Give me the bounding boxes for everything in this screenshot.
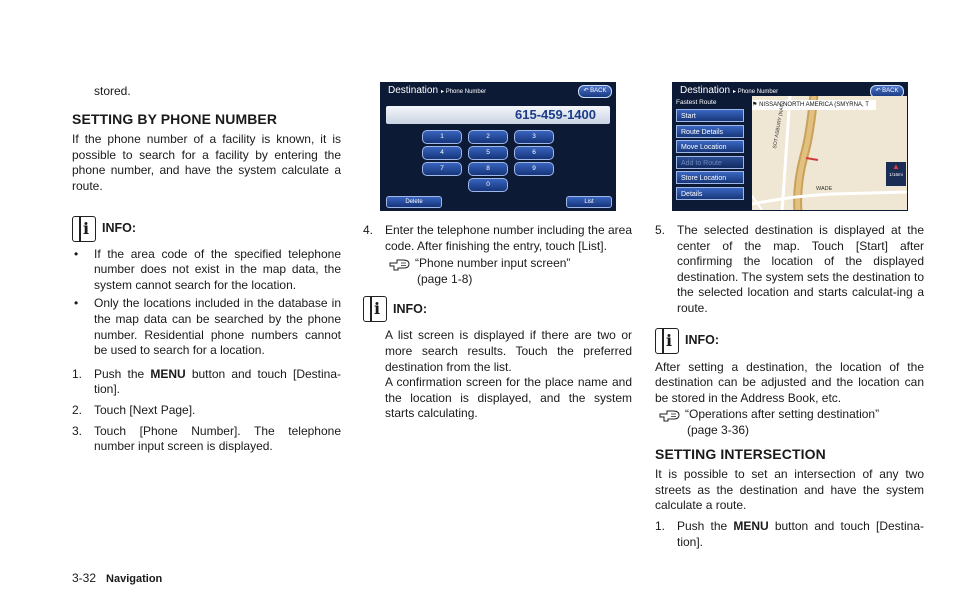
info-bullet: • Only the locations included in the database in the map data can be searched by the phone number. Residential phone numbers cannot be used to search for a location. (72, 296, 341, 358)
phone-number-field[interactable]: 615-459-1400 (386, 106, 610, 124)
destination-map-screen (672, 82, 908, 211)
step-1: 1. Push the MENU button and touch [Destina-tion]. (655, 518, 925, 549)
continued-text: stored. (94, 84, 131, 98)
compass-icon: ▲ (892, 162, 900, 171)
intro-paragraph: If the phone number of a facility is known, it is possible to search for a facility by entering the phone number, and have the system calculate a route. (72, 132, 341, 193)
poi-flag-icon: ⚑ (752, 102, 758, 108)
back-button[interactable]: ↶ BACK (578, 85, 612, 98)
key-3[interactable]: 3 (514, 130, 554, 144)
screen-title: Destination ▸ Phone Number (388, 85, 487, 96)
key-1[interactable]: 1 (422, 130, 462, 144)
key-9[interactable]: 9 (514, 162, 554, 176)
road-label: WADE (816, 186, 833, 192)
store-location-button[interactable]: Store Location (676, 171, 744, 184)
map-view[interactable] (752, 96, 907, 210)
intro-paragraph: It is possible to set an intersection of any two streets as the destination and have the system calculate a route. (655, 467, 924, 513)
column-middle (363, 223, 632, 422)
cross-reference: “Operations after setting destination” (page 3-36) (655, 407, 924, 438)
info-paragraph: After setting a destination, the location of the destination can be adjusted and the location can be stored in the Address Book, etc. (655, 359, 924, 405)
column-left (72, 84, 341, 455)
info-icon: i (72, 216, 96, 242)
info-icon: i (655, 328, 679, 354)
details-button[interactable]: Details (676, 187, 744, 200)
step-2: 2. Touch [Next Page]. (72, 402, 196, 417)
road-label: SOT ASBURY (NAIN) (772, 100, 787, 150)
section-name: Navigation (106, 573, 163, 585)
key-5[interactable]: 5 (468, 146, 508, 160)
info-icon: i (363, 296, 387, 322)
back-arrow-icon: ↶ (583, 88, 589, 94)
info-paragraph: A list screen is displayed if there are two or more search results. Touch the preferred destination from the list. (385, 328, 632, 374)
section-heading-intersection: SETTING INTERSECTION (655, 445, 826, 462)
route-type-label: Fastest Route (676, 99, 717, 106)
scale-indicator: ▲ 1/16mi (886, 162, 906, 186)
info-paragraph: A confirmation screen for the place name and the location is displayed, and the system starts calculating. (385, 375, 632, 421)
delete-button[interactable]: Delete (386, 196, 442, 208)
key-2[interactable]: 2 (468, 130, 508, 144)
map-roads (752, 96, 907, 210)
step-1: 1. Push the MENU button and touch [Destina-tion]. (72, 366, 342, 397)
pointing-hand-icon (389, 257, 411, 271)
info-header (655, 327, 924, 355)
step-5: 5. The selected destination is displayed at the center of the map. Touch [Start] after confirming the location of the displayed destination. The system sets the destination to the selected location and starts calculat-ing a route. (655, 223, 924, 315)
section-heading-phone-number: SETTING BY PHONE NUMBER (72, 110, 278, 127)
info-bullet: • If the area code of the specified telephone number does not exist in the map data, the system cannot search for the location. (72, 247, 341, 294)
key-6[interactable]: 6 (514, 146, 554, 160)
step-4: 4. Enter the telephone number including the area code. After finishing the entry, touch [List]. (363, 223, 632, 253)
route-details-button[interactable]: Route Details (676, 125, 744, 138)
page-number: 3-32 (72, 571, 97, 585)
key-7[interactable]: 7 (422, 162, 462, 176)
start-button[interactable]: Start (676, 109, 744, 122)
move-location-button[interactable]: Move Location (676, 140, 744, 153)
step-3: 3. Touch [Phone Number]. The telephone number input screen is displayed. (72, 423, 341, 454)
pointing-hand-icon (659, 408, 681, 422)
cross-reference: “Phone number input screen” (page 1-8) (385, 256, 632, 287)
info-label: INFO: (393, 301, 428, 316)
phone-number-screen (380, 82, 616, 211)
page-footer (72, 571, 162, 585)
poi-label: ⚑ NISSAN NORTH AMERICA (SMYRNA, T (752, 100, 876, 110)
screen-title: Destination ▸ Phone Number (680, 85, 779, 96)
add-to-route-button: Add to Route (676, 156, 744, 169)
info-label: INFO: (685, 332, 720, 347)
back-arrow-icon: ↶ (875, 88, 881, 94)
key-0[interactable]: 0 (468, 178, 508, 192)
info-header (72, 215, 341, 243)
key-8[interactable]: 8 (468, 162, 508, 176)
info-label: INFO: (102, 220, 137, 235)
column-right (655, 223, 924, 550)
list-button[interactable]: List (566, 196, 612, 208)
back-button[interactable]: ↶ BACK (870, 85, 904, 98)
key-4[interactable]: 4 (422, 146, 462, 160)
info-header (363, 295, 632, 323)
